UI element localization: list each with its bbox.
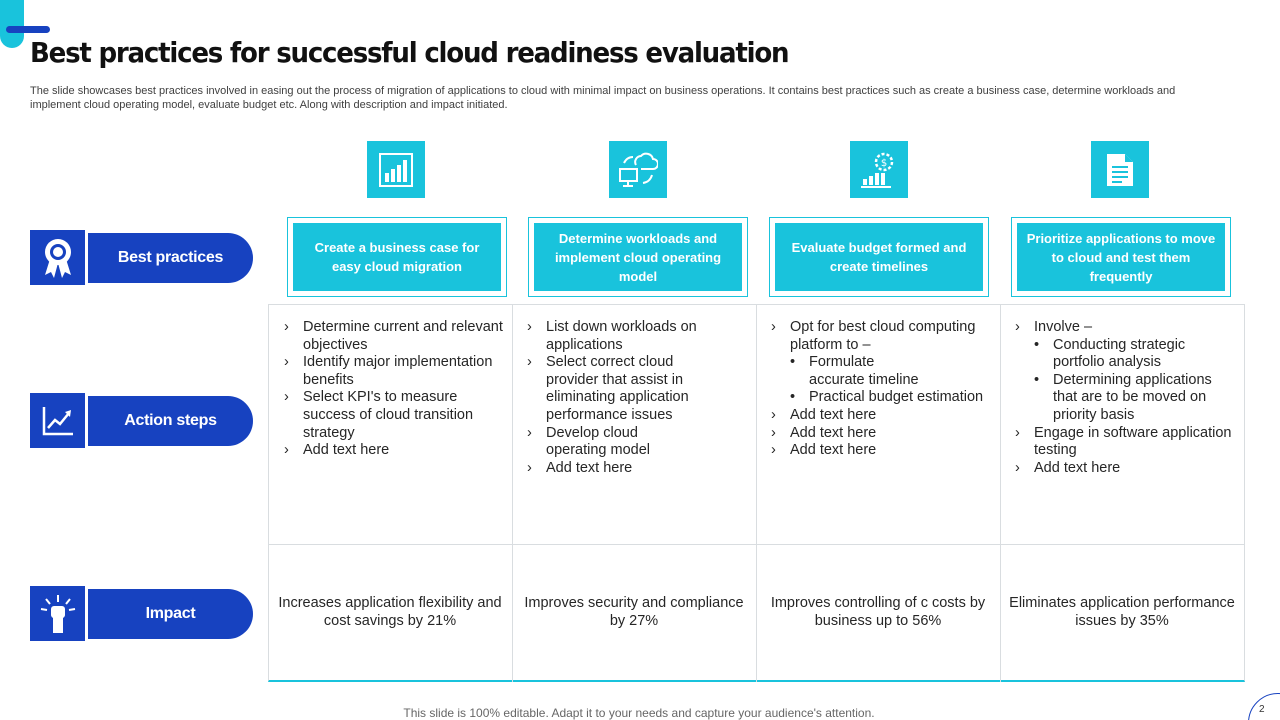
list-item-text: Involve – — [1034, 319, 1093, 335]
sub-list-item: • Conducting strategic portfolio analysis — [1034, 337, 1237, 372]
list-item: › Add text here — [771, 425, 993, 443]
page-title: Best practices for successful cloud readiness evaluation — [30, 36, 789, 69]
list-item — [771, 319, 993, 407]
practice-header-2 — [528, 217, 748, 297]
list-item: › Develop cloud operating model — [527, 425, 749, 460]
corner-accent-tab — [0, 0, 24, 48]
svg-text:$: $ — [880, 157, 888, 169]
impact-text-4: Eliminates application performance issues by 35% — [1009, 595, 1235, 629]
footer-note: This slide is 100% editable. Adapt it to your needs and capture your audience's attention. — [403, 706, 875, 720]
practice-header-text: Prioritize applications to move to cloud and test them frequently — [1017, 223, 1225, 291]
sub-list-item: • Formulate accurate timeline — [790, 354, 993, 389]
award-ribbon-icon — [30, 230, 85, 285]
bar-chart-icon — [367, 141, 425, 198]
practice-header-text: Determine workloads and implement cloud operating model — [534, 223, 742, 291]
document-icon — [1091, 141, 1149, 198]
row-label-pill: Best practices — [88, 233, 253, 283]
corner-accent-bar — [6, 26, 50, 33]
sub-list-item: • Determining applications that are to be moved on priority basis — [1034, 372, 1237, 425]
cloud-monitor-icon — [609, 141, 667, 198]
sub-list-item: • Practical budget estimation — [790, 389, 993, 407]
table-divider — [512, 304, 513, 682]
list-item: › Add text here — [527, 460, 749, 478]
list-item: › Select correct cloud provider that assist in eliminating application performance issues — [527, 354, 749, 424]
list-item: › Engage in software application testing — [1015, 425, 1237, 460]
practice-header-text: Evaluate budget formed and create timelines — [775, 223, 983, 291]
action-steps-cell-2 — [527, 319, 749, 477]
list-item: › Add text here — [771, 407, 993, 425]
raised-fist-icon — [30, 586, 85, 641]
action-steps-cell-3 — [771, 319, 993, 460]
row-label-action-steps — [30, 393, 253, 448]
impact-text-1: Increases application flexibility and cost savings by 21% — [278, 595, 502, 629]
page-subtitle: The slide showcases best practices involved in easing out the process of migration of applications to cloud with minimal impact on business operations. It contains best practices such as create a business case, determine workloads and implement cloud operating model, evaluate budget etc. Along with description and impact initiated. — [30, 85, 1176, 111]
impact-text-2: Improves security and compliance by 27% — [524, 595, 744, 629]
table-divider — [1000, 304, 1001, 682]
list-item — [1015, 319, 1237, 425]
action-steps-cell-1 — [284, 319, 506, 460]
list-item: › Select KPI's to measure success of cloud transition strategy — [284, 389, 506, 442]
trend-chart-icon — [30, 393, 85, 448]
practice-header-text: Create a business case for easy cloud migration — [293, 223, 501, 291]
list-item: › Add text here — [1015, 460, 1237, 478]
action-steps-cell-4 — [1015, 319, 1237, 477]
list-item: › Identify major implementation benefits — [284, 354, 506, 389]
budget-chart-icon — [850, 141, 908, 198]
row-label-pill: Action steps — [88, 396, 253, 446]
practice-header-3 — [769, 217, 989, 297]
table-divider — [756, 304, 757, 682]
list-item: › Determine current and relevant objectives — [284, 319, 506, 354]
row-label-impact — [30, 586, 253, 641]
impact-text-3: Improves controlling of c costs by business up to 56% — [770, 595, 986, 629]
list-item: › Add text here — [284, 442, 506, 460]
practice-header-1 — [287, 217, 507, 297]
table-divider — [268, 544, 1245, 545]
list-item: › Add text here — [771, 442, 993, 460]
row-label-best-practices — [30, 230, 253, 285]
row-label-pill: Impact — [88, 589, 253, 639]
list-item: › List down workloads on applications — [527, 319, 749, 354]
list-item-text: Opt for best cloud computing platform to – — [790, 319, 976, 353]
practice-header-4 — [1011, 217, 1231, 297]
page-number: 2 — [1259, 704, 1265, 715]
